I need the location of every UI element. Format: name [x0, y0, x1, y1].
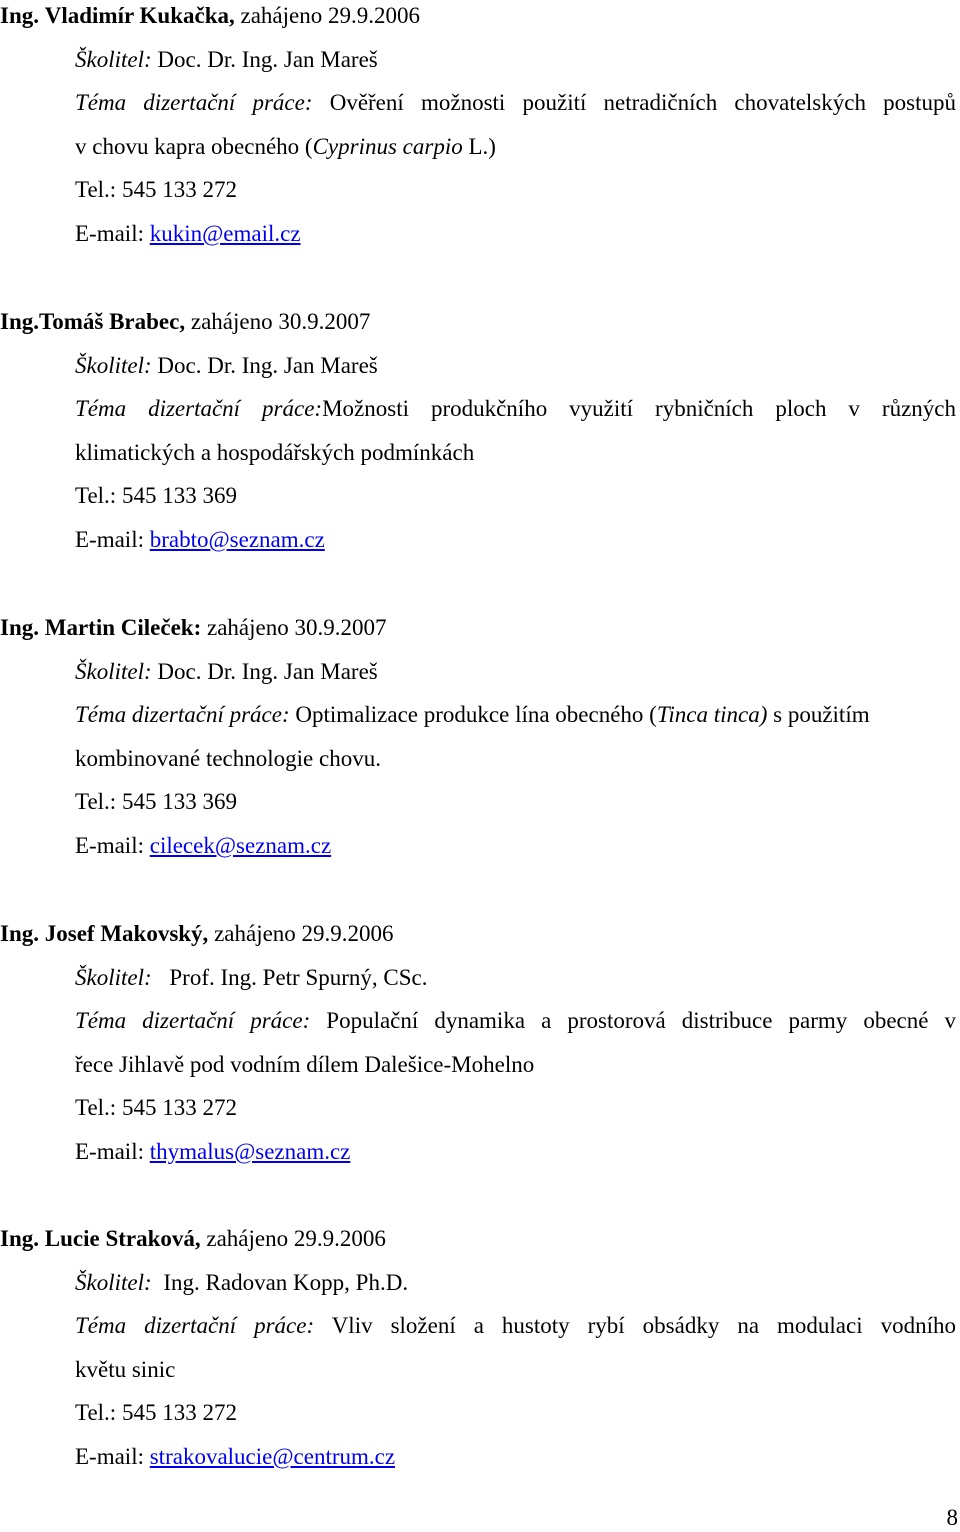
entry-heading [0, 308, 956, 336]
topic-line-1 [75, 395, 956, 423]
topic-text: řece Jihlavě pod vodním dílem Dalešice-Mohelno [75, 1052, 535, 1077]
entry-name: Martin Cileček: [44, 615, 202, 640]
supervisor-line [75, 1269, 956, 1297]
tel-label: Tel.: [75, 1400, 117, 1425]
supervisor-label: Školitel: [75, 353, 152, 378]
supervisor-value: Ing. Radovan Kopp, Ph.D. [163, 1270, 409, 1295]
topic-text: v chovu kapra obecného ( [75, 134, 313, 159]
tel-line [75, 176, 956, 204]
topic-label: Téma dizertační práce: [75, 1008, 311, 1033]
tel-label: Tel.: [75, 1095, 117, 1120]
tel-line [75, 1094, 956, 1122]
email-link[interactable]: brabto@seznam.cz [149, 527, 325, 552]
entry-title: Ing. [0, 615, 39, 640]
entry-heading [0, 920, 956, 948]
topic-text: kombinované technologie chovu. [75, 746, 381, 771]
email-line [75, 526, 956, 554]
supervisor-value: Doc. Dr. Ing. Jan Mareš [157, 659, 378, 684]
topic-text: Optimalizace produkce lína obecného ( [295, 702, 657, 727]
topic-line-1 [75, 1007, 956, 1035]
supervisor-label: Školitel: [75, 1270, 152, 1295]
tel-value: 545 133 369 [121, 789, 237, 814]
topic-line-2 [75, 1051, 956, 1079]
entry-name: Lucie Straková, [44, 1226, 201, 1251]
email-label: E-mail: [75, 1444, 144, 1469]
topic-line-1 [75, 89, 956, 117]
email-label: E-mail: [75, 221, 144, 246]
tel-label: Tel.: [75, 483, 117, 508]
tel-line [75, 482, 956, 510]
topic-text: Populační dynamika a prostorová distribuce parmy obecné v [326, 1008, 957, 1033]
topic-text: Možnosti produkčního využití rybničních ploch v různých [322, 396, 956, 421]
email-label: E-mail: [75, 833, 144, 858]
topic-text: květu sinic [75, 1357, 176, 1382]
entry-title: Ing. [0, 921, 39, 946]
topic-text: Ověření možnosti použití netradičních chovatelských postupů [329, 90, 956, 115]
topic-species: Cyprinus carpio [312, 134, 463, 159]
tel-label: Tel.: [75, 177, 117, 202]
tel-line [75, 1399, 956, 1427]
topic-label: Téma dizertační práce: [75, 90, 313, 115]
email-line [75, 832, 956, 860]
email-link[interactable]: thymalus@seznam.cz [149, 1139, 351, 1164]
entry-name: Tomáš Brabec, [39, 309, 186, 334]
supervisor-value: Doc. Dr. Ing. Jan Mareš [157, 353, 378, 378]
email-label: E-mail: [75, 1139, 144, 1164]
topic-line-2 [75, 439, 956, 467]
entry-heading [0, 2, 956, 30]
entry-start-date: zahájeno 29.9.2006 [240, 3, 420, 28]
email-link[interactable]: cilecek@seznam.cz [149, 833, 332, 858]
supervisor-line [75, 352, 956, 380]
topic-text: klimatických a hospodářských podmínkách [75, 440, 475, 465]
tel-line [75, 788, 956, 816]
email-line [75, 1443, 956, 1471]
tel-value: 545 133 272 [121, 1400, 237, 1425]
supervisor-label: Školitel: [75, 965, 152, 990]
topic-line-1 [75, 1312, 956, 1340]
entry-title: Ing. [0, 309, 39, 334]
topic-text: Vliv složení a hustoty rybí obsádky na modulaci vodního [331, 1313, 956, 1338]
topic-line-2 [75, 1356, 956, 1384]
tel-value: 545 133 272 [121, 177, 237, 202]
entry-title: Ing. [0, 1226, 39, 1251]
email-line [75, 220, 956, 248]
topic-text: L.) [462, 134, 496, 159]
tel-label: Tel.: [75, 789, 117, 814]
supervisor-line [75, 964, 956, 992]
entry-heading [0, 614, 956, 642]
email-link[interactable]: kukin@email.cz [149, 221, 301, 246]
email-line [75, 1138, 956, 1166]
supervisor-value: Prof. Ing. Petr Spurný, CSc. [169, 965, 428, 990]
topic-line-1 [75, 701, 956, 729]
topic-line-2 [75, 133, 956, 161]
topic-label: Téma dizertační práce: [75, 702, 290, 727]
entry-start-date: zahájeno 30.9.2007 [190, 309, 371, 334]
topic-line-2 [75, 745, 956, 773]
email-label: E-mail: [75, 527, 144, 552]
entry-start-date: zahájeno 29.9.2006 [206, 1226, 386, 1251]
supervisor-label: Školitel: [75, 47, 152, 72]
entry-name: Josef Makovský, [44, 921, 209, 946]
topic-text: s použitím [767, 702, 870, 727]
entry-start-date: zahájeno 30.9.2007 [206, 615, 387, 640]
topic-label: Téma dizertační práce: [75, 1313, 315, 1338]
entry-name: Vladimír Kukačka, [44, 3, 235, 28]
tel-value: 545 133 369 [121, 483, 237, 508]
supervisor-label: Školitel: [75, 659, 152, 684]
entry-title: Ing. [0, 3, 39, 28]
entry-start-date: zahájeno 29.9.2006 [214, 921, 394, 946]
topic-label: Téma dizertační práce: [75, 396, 323, 421]
supervisor-line [75, 658, 956, 686]
supervisor-value: Doc. Dr. Ing. Jan Mareš [157, 47, 378, 72]
tel-value: 545 133 272 [121, 1095, 237, 1120]
email-link[interactable]: strakovalucie@centrum.cz [149, 1444, 396, 1469]
topic-species: Tinca tinca) [656, 702, 768, 727]
page-number: 8 [946, 1505, 958, 1530]
entry-heading [0, 1225, 956, 1253]
supervisor-line [75, 46, 956, 74]
